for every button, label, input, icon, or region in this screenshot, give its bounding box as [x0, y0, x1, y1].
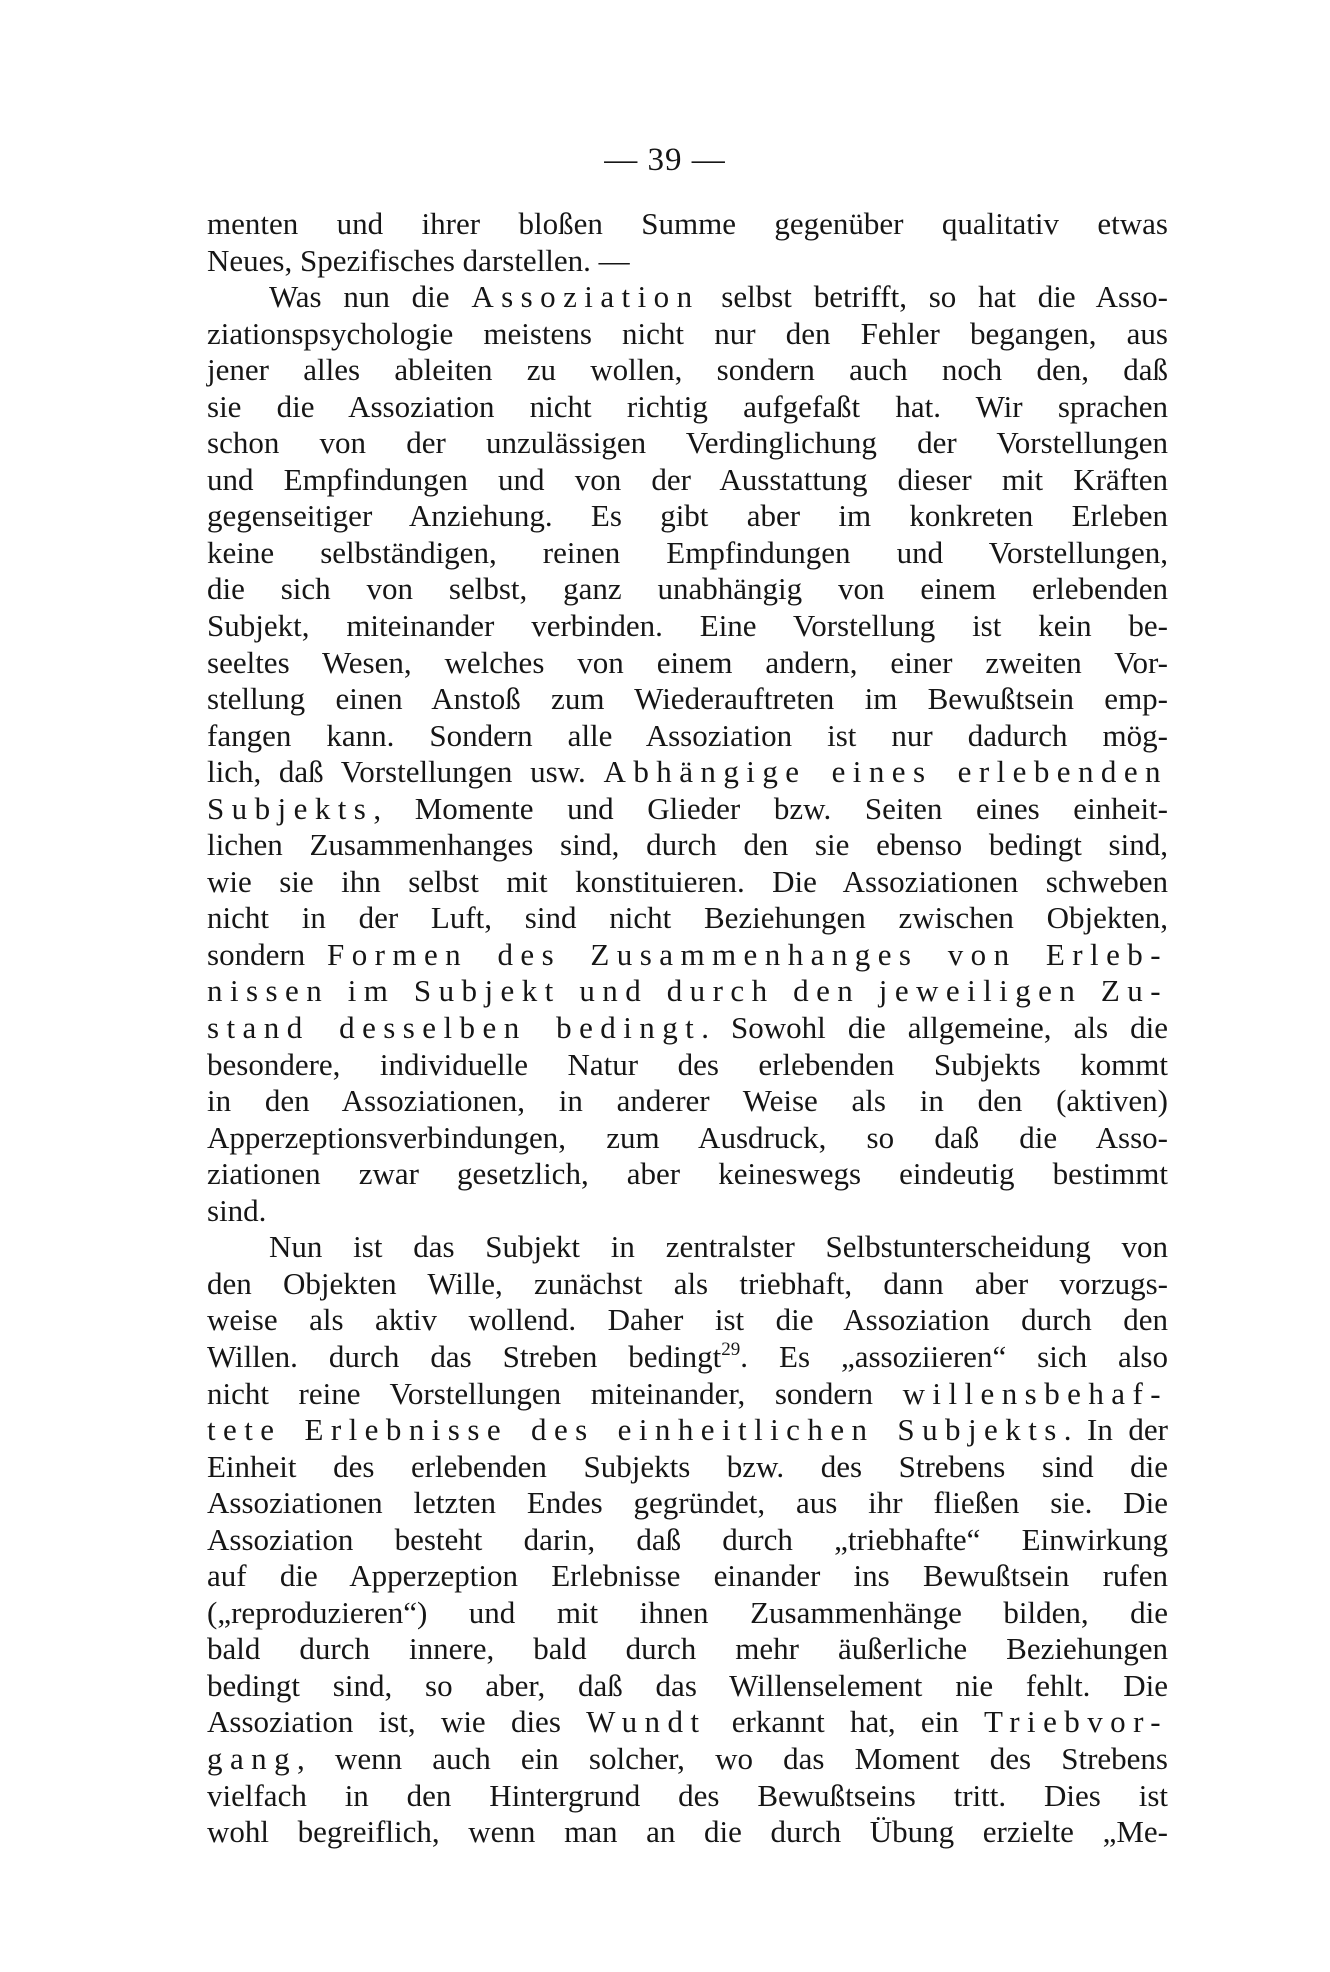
text-span: lich, daß Vorstellungen usw. [207, 754, 604, 790]
text-line [207, 1704, 1168, 1741]
text-line [207, 1814, 1168, 1851]
text-span: nicht in der Luft, sind nicht Beziehungen zwischen Objekten, [207, 900, 1168, 936]
text-line [207, 645, 1168, 682]
text-line [207, 1668, 1168, 1705]
text-span: lichen Zusammenhanges sind, durch den sie ebenso bedingt sind, [207, 827, 1168, 863]
text-line [207, 352, 1168, 389]
emphasized-text: Triebvor- [983, 1704, 1168, 1740]
text-span: Nun ist das Subjekt in zentralster Selbstunterscheidung von [269, 1229, 1168, 1265]
text-line [207, 1229, 1168, 1266]
text-span: keine selbständigen, reinen Empfindungen und Vorstellungen, [207, 534, 1168, 570]
text-span: Willen. durch das Streben bedingt [207, 1338, 722, 1374]
text-line [207, 1120, 1168, 1157]
text-line [207, 1485, 1168, 1522]
text-span: und Empfindungen und von der Ausstattung dieser mit Kräften [207, 461, 1168, 497]
emphasized-text: stand desselben bedingt [207, 1010, 702, 1046]
text-span: . Es „assoziieren“ sich also [740, 1338, 1168, 1374]
emphasized-text: Assoziation [471, 279, 700, 315]
text-span: jener alles ableiten zu wollen, sondern auch noch den, daß [207, 352, 1168, 388]
body-text [207, 206, 1168, 1851]
text-line [207, 1339, 1168, 1376]
page-number: — 39 — [604, 142, 726, 178]
text-line [207, 389, 1168, 426]
text-span: sie die Assoziation nicht richtig aufgefaßt hat. Wir sprachen [207, 388, 1168, 424]
text-line [207, 1778, 1168, 1815]
text-span: wohl begreiflich, wenn man an die durch Übung erzielte „Me- [207, 1814, 1168, 1850]
text-span: ziationspsychologie meistens nicht nur den Fehler begangen, aus [207, 315, 1168, 351]
text-line [207, 1302, 1168, 1339]
text-span: nicht reine Vorstellungen miteinander, sondern [207, 1375, 903, 1411]
text-span: ziationen zwar gesetzlich, aber keineswegs eindeutig bestimmt [207, 1156, 1168, 1192]
text-line [207, 1266, 1168, 1303]
text-span: Subjekt, miteinander verbinden. Eine Vorstellung ist kein be- [207, 608, 1168, 644]
text-line [207, 1522, 1168, 1559]
text-line [207, 498, 1168, 535]
text-line [207, 1631, 1168, 1668]
text-line [207, 1047, 1168, 1084]
text-span: wie sie ihn selbst mit konstituieren. Die Assoziationen schweben [207, 863, 1168, 899]
text-line [207, 1156, 1168, 1193]
text-line [207, 900, 1168, 937]
text-line [207, 535, 1168, 572]
emphasized-text: Subjekts [207, 790, 374, 826]
text-span: , Momente und Glieder bzw. Seiten eines einheit- [373, 790, 1168, 826]
text-line [207, 571, 1168, 608]
text-line [207, 206, 1168, 243]
text-span: besondere, individuelle Natur des erlebenden Subjekts kommt [207, 1046, 1168, 1082]
text-span: („reproduzieren“) und mit ihnen Zusammenhänge bilden, die [207, 1594, 1168, 1630]
text-span: Apperzeptionsverbindungen, zum Ausdruck, so daß die Asso- [207, 1119, 1168, 1155]
text-span: sondern [207, 936, 328, 972]
text-line [207, 718, 1168, 755]
text-span: vielfach in den Hintergrund des Bewußtseins tritt. Dies ist [207, 1777, 1168, 1813]
emphasized-text: nissen im Subjekt und durch den jeweiligen Zu- [207, 973, 1168, 1009]
text-line [207, 316, 1168, 353]
text-span: Neues, Spezifisches darstellen. — [207, 242, 630, 278]
text-line [207, 608, 1168, 645]
text-span: bedingt sind, so aber, daß das Willenselement nie fehlt. Die [207, 1667, 1168, 1703]
text-span: gegenseitiger Anziehung. Es gibt aber im konkreten Erleben [207, 498, 1168, 534]
text-span: sind. [207, 1192, 267, 1228]
text-line [207, 681, 1168, 718]
text-line [207, 462, 1168, 499]
text-span: bald durch innere, bald durch mehr äußerliche Beziehungen [207, 1631, 1168, 1667]
text-line [207, 1193, 1168, 1230]
text-line [207, 1741, 1168, 1778]
text-line [207, 1010, 1168, 1047]
emphasized-text: Abhängige eines erlebenden [603, 754, 1168, 790]
text-line [207, 864, 1168, 901]
text-span: . In der [1063, 1412, 1168, 1448]
text-span: selbst betrifft, so hat die Asso- [699, 279, 1168, 315]
text-span: , wenn auch ein solcher, wo das Moment des Strebens [297, 1740, 1168, 1776]
text-line [207, 1449, 1168, 1486]
text-line [207, 973, 1168, 1010]
text-line [207, 1412, 1168, 1449]
text-span: Was nun die [269, 279, 472, 315]
text-span: den Objekten Wille, zunächst als triebhaft, dann aber vorzugs- [207, 1265, 1168, 1301]
text-span: fangen kann. Sondern alle Assoziation ist nur dadurch mög- [207, 717, 1168, 753]
text-span: weise als aktiv wollend. Daher ist die Assoziation durch den [207, 1302, 1168, 1338]
emphasized-text: willensbehaf- [902, 1375, 1168, 1411]
emphasized-text: Wundt [586, 1704, 707, 1740]
text-line [207, 1595, 1168, 1632]
text-span: erkannt hat, ein [706, 1704, 984, 1740]
text-line [207, 425, 1168, 462]
text-span: schon von der unzulässigen Verdinglichung der Vorstellungen [207, 425, 1168, 461]
text-line [207, 937, 1168, 974]
emphasized-text: tete Erlebnisse des einheitlichen Subjekts [207, 1412, 1064, 1448]
emphasized-text: gang [207, 1740, 298, 1776]
text-span: stellung einen Anstoß zum Wiederauftreten im Bewußtsein emp- [207, 681, 1168, 717]
text-span: menten und ihrer bloßen Summe gegenüber qualitativ etwas [207, 206, 1168, 241]
text-span: Assoziation ist, wie dies [207, 1704, 587, 1740]
text-line [207, 1376, 1168, 1413]
footnote-marker: 29 [721, 1338, 741, 1360]
text-span: seeltes Wesen, welches von einem andern, einer zweiten Vor- [207, 644, 1168, 680]
text-span: in den Assoziationen, in anderer Weise als in den (aktiven) [207, 1083, 1168, 1119]
text-line [207, 279, 1168, 316]
text-span: auf die Apperzeption Erlebnisse einander ins Bewußtsein rufen [207, 1558, 1168, 1594]
text-line [207, 1083, 1168, 1120]
emphasized-text: Formen des Zusammenhanges von Erleb- [327, 936, 1168, 972]
text-span: . Sowohl die allgemeine, als die [701, 1010, 1168, 1046]
text-line [207, 1558, 1168, 1595]
text-line [207, 754, 1168, 791]
text-span: Einheit des erlebenden Subjekts bzw. des Strebens sind die [207, 1448, 1168, 1484]
text-line [207, 791, 1168, 828]
text-span: Assoziationen letzten Endes gegründet, aus ihr fließen sie. Die [207, 1485, 1168, 1521]
text-span: Assoziation besteht darin, daß durch „triebhafte“ Einwirkung [207, 1521, 1168, 1557]
text-line [207, 243, 1168, 280]
text-span: die sich von selbst, ganz unabhängig von einem erlebenden [207, 571, 1168, 607]
text-line [207, 827, 1168, 864]
